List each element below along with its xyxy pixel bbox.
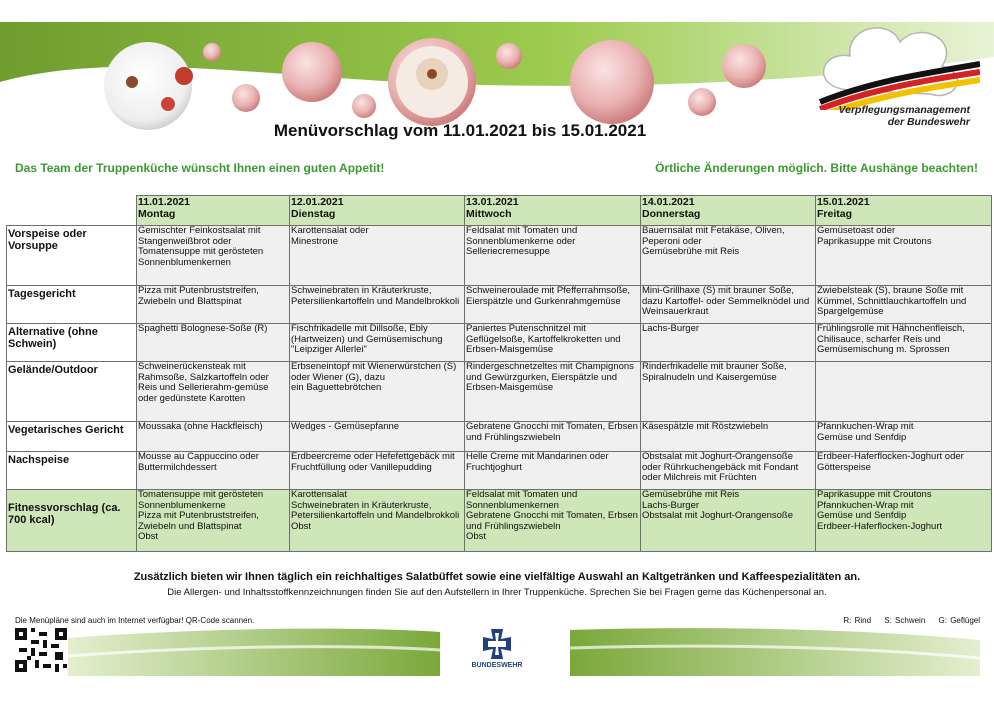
menu-row-alternative xyxy=(7,324,992,362)
menu-cell: Karottensalat Schweinebraten in Kräuterkruste, Petersilienkartoffeln und Mandelbrokkoli Obst xyxy=(290,490,465,552)
row-category: Vorspeise oder Vorsuppe xyxy=(7,226,137,286)
row-category: Nachspeise xyxy=(7,452,137,490)
menu-cell: Käsespätzle mit Röstzwiebeln xyxy=(641,422,816,452)
menu-row-dessert xyxy=(7,452,992,490)
legend-pork: S: Schwein xyxy=(884,616,926,625)
menu-cell: Feldsalat mit Tomaten und Sonnenblumenkerne oder Selleriecremesuppe xyxy=(465,226,641,286)
day-header-thursday xyxy=(641,196,816,226)
menu-cell: Schweinebraten in Kräuterkruste, Petersilienkartoffeln und Mandelbrokkoli xyxy=(290,286,465,324)
day-header-tuesday xyxy=(290,196,465,226)
menu-cell: Wedges - Gemüsepfanne xyxy=(290,422,465,452)
row-category: Tagesgericht xyxy=(7,286,137,324)
menu-cell: Zwiebelsteak (S), braune Soße mit Kümmel, Schnittlauchkartoffeln und Spargelgemüse xyxy=(816,286,992,324)
menu-cell: Spaghetti Bolognese-Soße (R) xyxy=(137,324,290,362)
day-name: Dienstag xyxy=(291,207,336,220)
day-header-wednesday xyxy=(465,196,641,226)
menu-cell: Karottensalat oder Minestrone xyxy=(290,226,465,286)
greeting-text: Das Team der Truppenküche wünscht Ihnen einen guten Appetit! xyxy=(15,161,385,175)
menu-cell: Mini-Grillhaxe (S) mit brauner Soße, dazu Kartoffel- oder Semmelknödel und Weinsauerkraut xyxy=(641,286,816,324)
legend-beef: R: Rind xyxy=(843,616,872,625)
menu-table xyxy=(6,195,992,552)
menu-cell: Schweinerückensteak mit Rahmsoße, Salzkartoffeln oder Reis und Sellerierahm-gemüse oder gedünstete Karotten xyxy=(137,362,290,422)
allergen-note: Die Allergen- und Inhaltsstoffkennzeichnungen finden Sie auf den Aufstellern in Ihrer Truppenküche. Sprechen Sie bei Fragen gerne das Küchenpersonal an. xyxy=(167,587,827,598)
page-title: Menüvorschlag vom 11.01.2021 bis 15.01.2021 xyxy=(273,121,647,140)
menu-row-starter xyxy=(7,226,992,286)
menu-cell: Erdbeer-Haferflocken-Joghurt oder Götterspeise xyxy=(816,452,992,490)
menu-cell: Lachs-Burger xyxy=(641,324,816,362)
menu-cell: Obstsalat mit Joghurt-Orangensoße oder Rührkuchengebäck mit Fondant oder Milchreis mit Früchten xyxy=(641,452,816,490)
menu-cell: Erbseneintopf mit Wienerwürstchen (S) oder Wiener (G), dazu ein Baguettebrötchen xyxy=(290,362,465,422)
bundeswehr-label: BUNDESWEHR xyxy=(471,662,523,669)
day-date: 12.01.2021 xyxy=(291,196,344,208)
org-line-2: der Bundeswehr xyxy=(887,116,970,128)
menu-cell xyxy=(816,362,992,422)
chef-hat-logo-icon xyxy=(780,10,980,150)
day-date: 14.01.2021 xyxy=(642,196,695,208)
menu-cell: Rindergeschnetzeltes mit Champignons und Gewürzgurken, Eierspätzle und Erbsen-Maisgemüse xyxy=(465,362,641,422)
menu-cell: Rinderfrikadelle mit brauner Soße, Spiralnudeln und Kaisergemüse xyxy=(641,362,816,422)
day-date: 15.01.2021 xyxy=(817,196,870,208)
corner-cell xyxy=(7,196,137,226)
menu-cell: Paprikasuppe mit Croutons Pfannkuchen-Wrap mit Gemüse und Senfdip Erdbeer-Haferflocken-Joghurt xyxy=(816,490,992,552)
menu-cell: Fischfrikadelle mit Dillsoße, Ebly (Hartweizen) und Gemüsemischung "Leipziger Allerlei" xyxy=(290,324,465,362)
day-name: Montag xyxy=(138,207,176,220)
menu-cell: Mousse au Cappuccino oder Buttermilchdessert xyxy=(137,452,290,490)
day-header-friday xyxy=(816,196,992,226)
menu-row-vegetarian xyxy=(7,422,992,452)
menu-cell: Gemischter Feinkostsalat mit Stangenweißbrot oder Tomatensuppe mit gerösteten Sonnenblumenkernen xyxy=(137,226,290,286)
menu-cell: Pfannkuchen-Wrap mit Gemüse und Senfdip xyxy=(816,422,992,452)
menu-cell: Paniertes Putenschnitzel mit Geflügelsoße, Kartoffelkroketten und Erbsen-Maisgemüse xyxy=(465,324,641,362)
qr-note: Die Menüpläne sind auch im Internet verfügbar! QR-Code scannen. xyxy=(15,616,255,625)
row-category: Fitnessvorschlag (ca. 700 kcal) xyxy=(7,490,137,552)
day-name: Donnerstag xyxy=(642,207,701,220)
meat-legend xyxy=(833,616,980,625)
qr-code-icon[interactable] xyxy=(15,628,67,672)
menu-cell: Pizza mit Putenbruststreifen, Zwiebeln und Blattspinat xyxy=(137,286,290,324)
organization-name xyxy=(800,104,970,128)
row-category: Vegetarisches Gericht xyxy=(7,422,137,452)
day-header-row xyxy=(7,196,992,226)
menu-cell: Moussaka (ohne Hackfleisch) xyxy=(137,422,290,452)
legend-poultry: G: Geflügel xyxy=(938,616,980,625)
row-category: Alternative (ohne Schwein) xyxy=(7,324,137,362)
day-name: Mittwoch xyxy=(466,207,512,220)
menu-cell: Gebratene Gnocchi mit Tomaten, Erbsen und Frühlingszwiebeln xyxy=(465,422,641,452)
day-name: Freitag xyxy=(817,207,853,220)
menu-cell: Gemüsebrühe mit Reis Lachs-Burger Obstsalat mit Joghurt-Orangensoße xyxy=(641,490,816,552)
plate-image-left xyxy=(104,42,192,130)
menu-row-outdoor xyxy=(7,362,992,422)
menu-row-daily xyxy=(7,286,992,324)
org-line-1: Verpflegungsmanagement xyxy=(838,104,970,116)
menu-cell: Bauernsalat mit Fetakäse, Oliven, Peperoni oder Gemüsebrühe mit Reis xyxy=(641,226,816,286)
menu-cell: Gemüsetoast oder Paprikasuppe mit Croutons xyxy=(816,226,992,286)
day-date: 13.01.2021 xyxy=(466,196,519,208)
menu-cell: Frühlingsrolle mit Hähnchenfleisch, Chilisauce, scharfer Reis und Gemüsemischung m. Sprossen xyxy=(816,324,992,362)
menu-cell: Schweineroulade mit Pfefferrahmsoße, Eierspätzle und Gurkenrahmgemüse xyxy=(465,286,641,324)
menu-cell: Tomatensuppe mit gerösteten Sonnenblumenkerne Pizza mit Putenbruststreifen, Zwiebeln und Blattspinat Obst xyxy=(137,490,290,552)
menu-row-fitness xyxy=(7,490,992,552)
row-category: Gelände/Outdoor xyxy=(7,362,137,422)
extra-offer-text: Zusätzlich bieten wir Ihnen täglich ein reichhaltiges Salatbüffet sowie eine vielfältige Auswahl an Kaltgetränken und Kaffeespezialitäten an. xyxy=(133,571,861,583)
menu-cell: Feldsalat mit Tomaten und Sonnenblumenkernen Gebratene Gnocchi mit Tomaten, Erbsen und Frühlingszwiebeln Obst xyxy=(465,490,641,552)
menu-cell: Erdbeercreme oder Hefefettgebäck mit Fruchtfüllung oder Vanillepudding xyxy=(290,452,465,490)
menu-cell: Helle Creme mit Mandarinen oder Fruchtjoghurt xyxy=(465,452,641,490)
day-date: 11.01.2021 xyxy=(138,196,190,208)
day-header-monday xyxy=(137,196,290,226)
notice-text: Örtliche Änderungen möglich. Bitte Aushänge beachten! xyxy=(655,161,978,175)
